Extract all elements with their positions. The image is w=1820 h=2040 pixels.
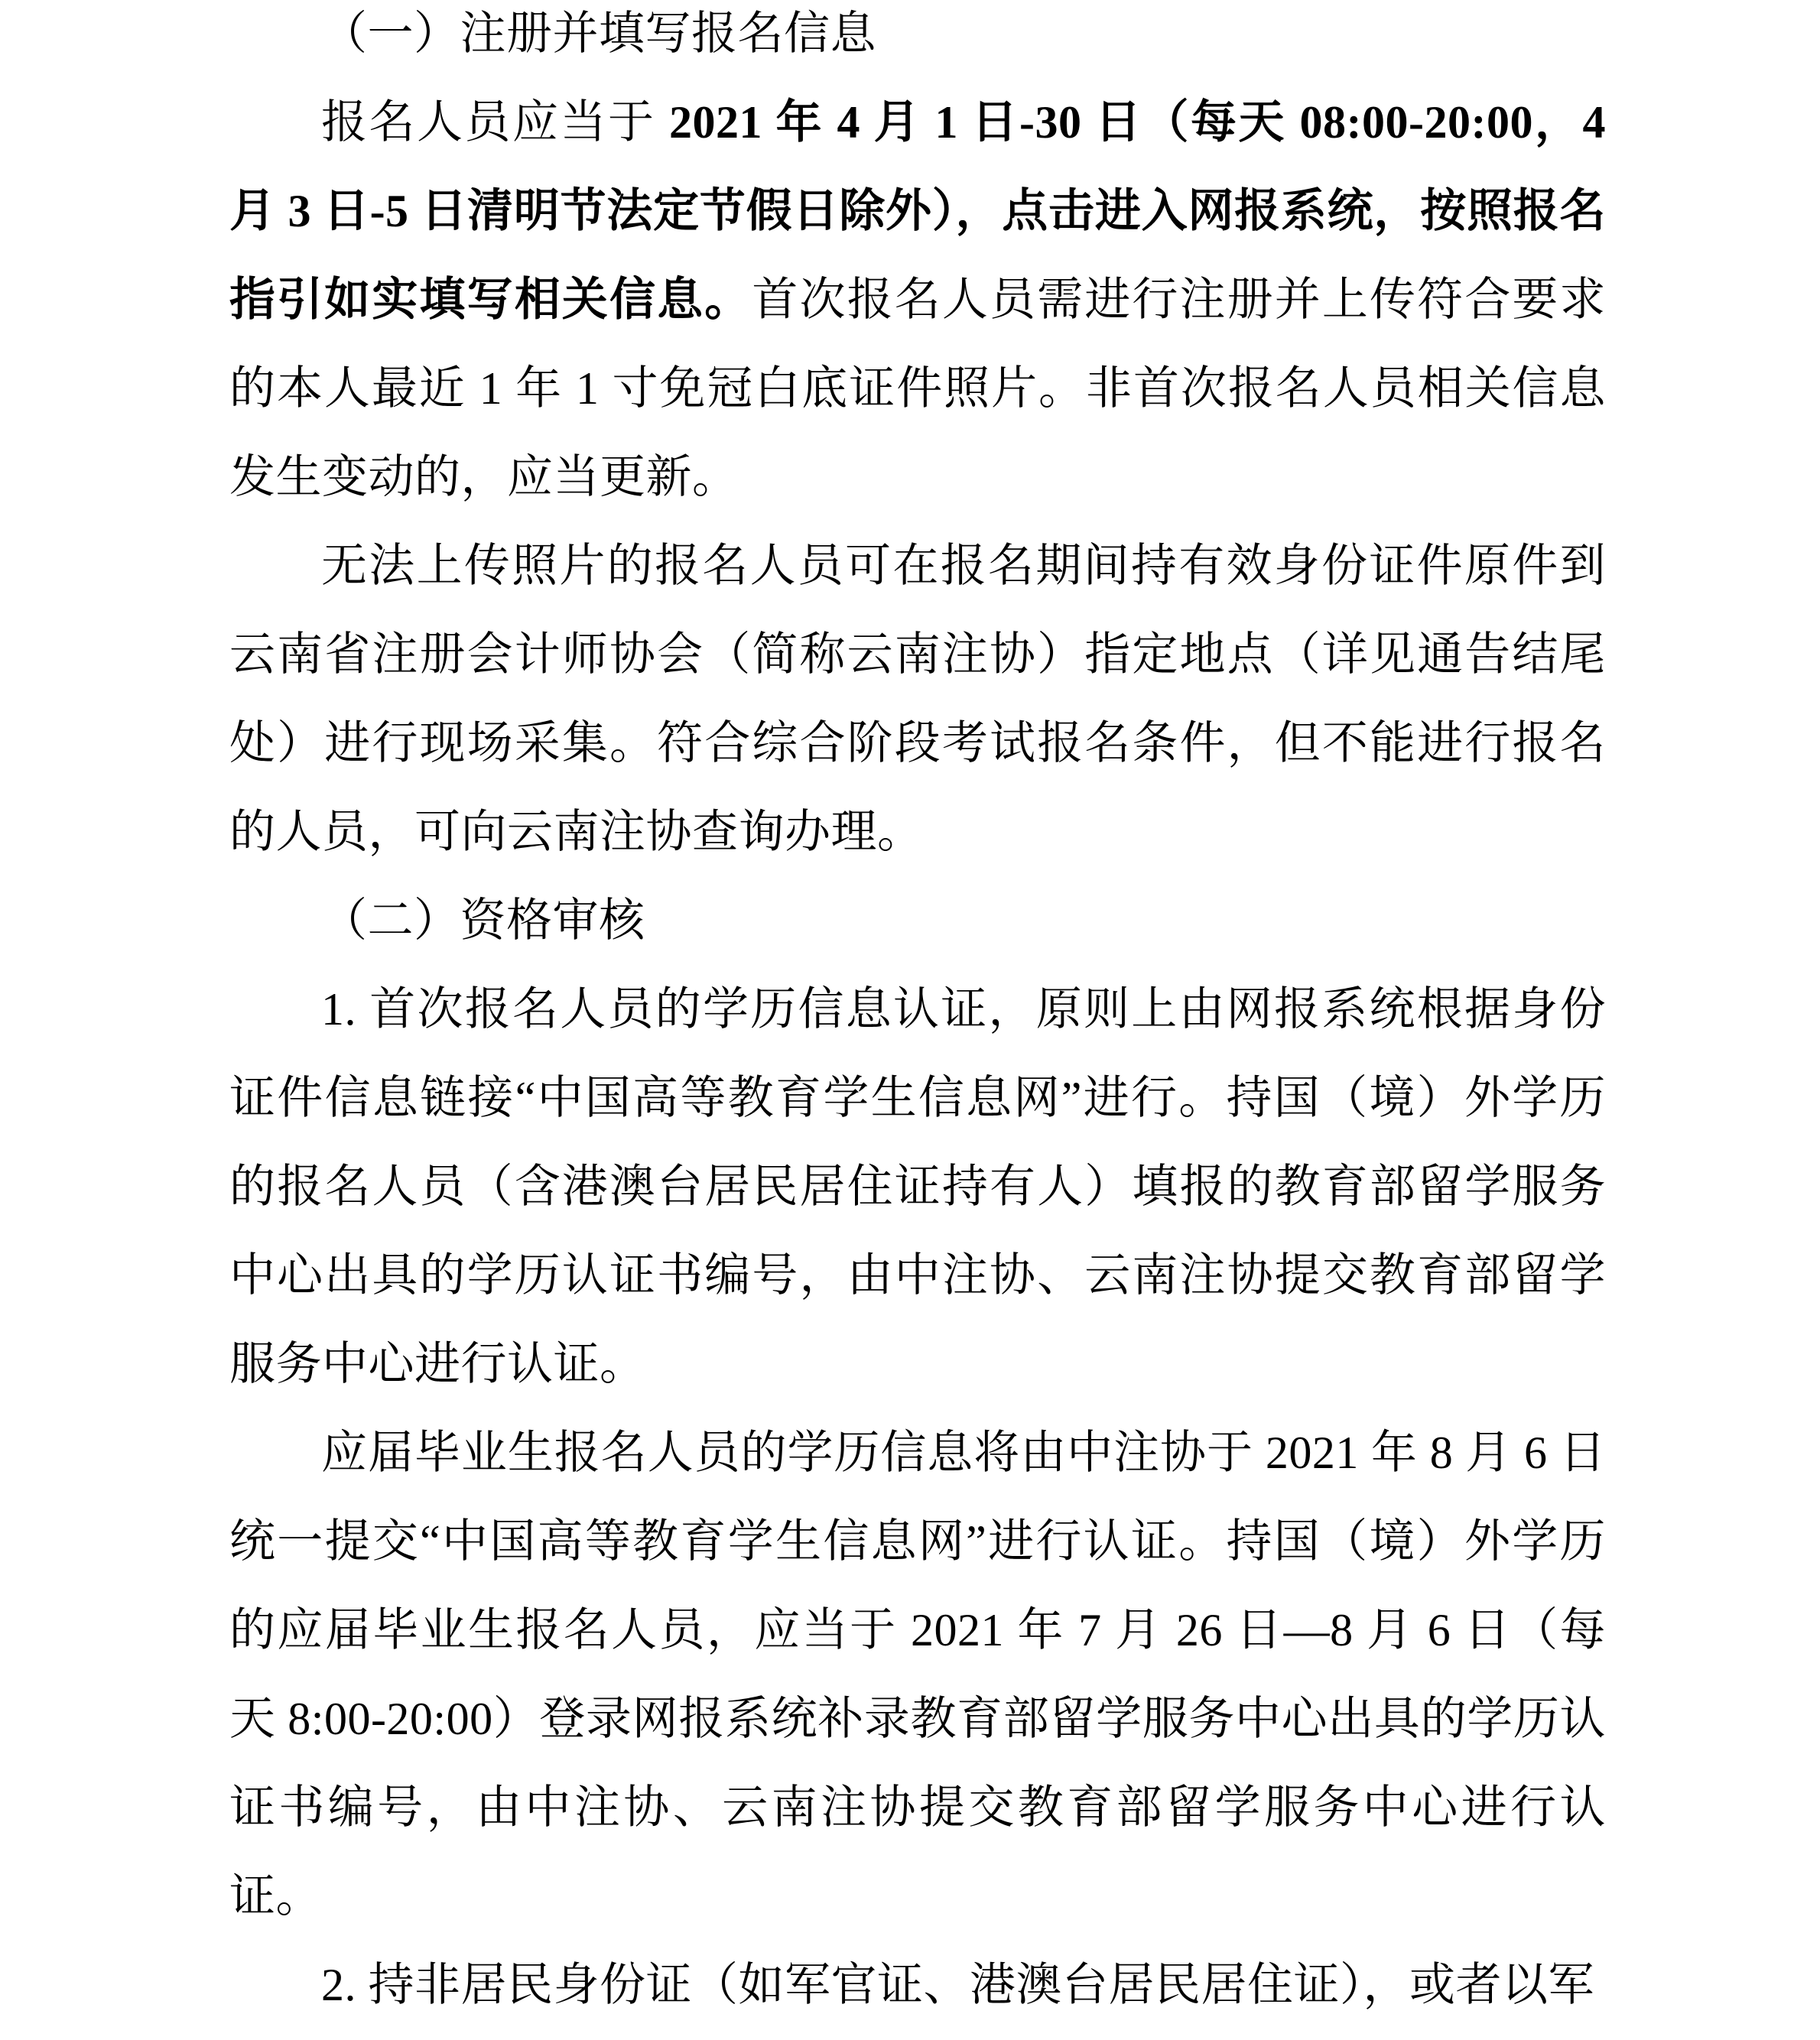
text-run-regular: 1. 首次报名人员的学历信息认证，原则上由网报系统根据身份证件信息链接“中国高等教育学生信息网”进行。持国（境）外学历的报名人员（含港澳台居民居住证持有人）填报的教育部留学服务中心出具的学历认证书编号，由中注协、云南注协提交教育部留学服务中心进行认证。 bbox=[229, 984, 1606, 1389]
text-run-bold-dates: 2021 年 4 月 1 日-30 日（每天 08:00-20:00，4 月 3 日-5 日清明节法定节假日除外），点击进入网报系统，按照报名指引如实填写相关信息。 bbox=[229, 97, 1607, 325]
text-run-regular: 无法上传照片的报名人员可在报名期间持有效身份证件原件到云南省注册会计师协会（简称云南注协）指定地点（详见通告结尾处）进行现场采集。符合综合阶段考试报名条件，但不能进行报名的人员，可向云南注协查询办理。 bbox=[229, 541, 1606, 857]
paragraph-fresh-graduate-verification bbox=[229, 1408, 1606, 1941]
text-run-regular: 报名人员应当于 bbox=[321, 97, 670, 148]
text-run-regular: 2. 持非居民身份证（如军官证、港澳台居民居住证），或者以军 bbox=[321, 1960, 1594, 2010]
paragraph-first-time-education-verification bbox=[229, 965, 1606, 1408]
paragraph-photo-onsite-collection bbox=[229, 521, 1606, 876]
text-run-regular: 应届毕业生报名人员的学历信息将由中注协于 2021 年 8 月 6 日统一提交“中国高等教育学生信息网”进行认证。持国（境）外学历的应届毕业生报名人员，应当于 2021 年 7 月 26 日—8 月 6 日（每天 8:00-20:00）登录网报系统补录教育部留学服务中心出具的学历认证书编号，由中注协、云南注协提交教育部留学服务中心进行认证。 bbox=[229, 1428, 1606, 1921]
paragraph-registration-time bbox=[229, 78, 1606, 521]
section-heading-qualification-review: （二）资格审核 bbox=[321, 895, 645, 946]
text-run-regular: 首次报名人员需进行注册并上传符合要求的本人最近 1 年 1 寸免冠白底证件照片。非首次报名人员相关信息发生变动的，应当更新。 bbox=[229, 274, 1606, 502]
paragraph-non-resident-id bbox=[229, 1941, 1606, 2029]
section-heading-registration: （一）注册并填写报名信息 bbox=[321, 8, 876, 59]
